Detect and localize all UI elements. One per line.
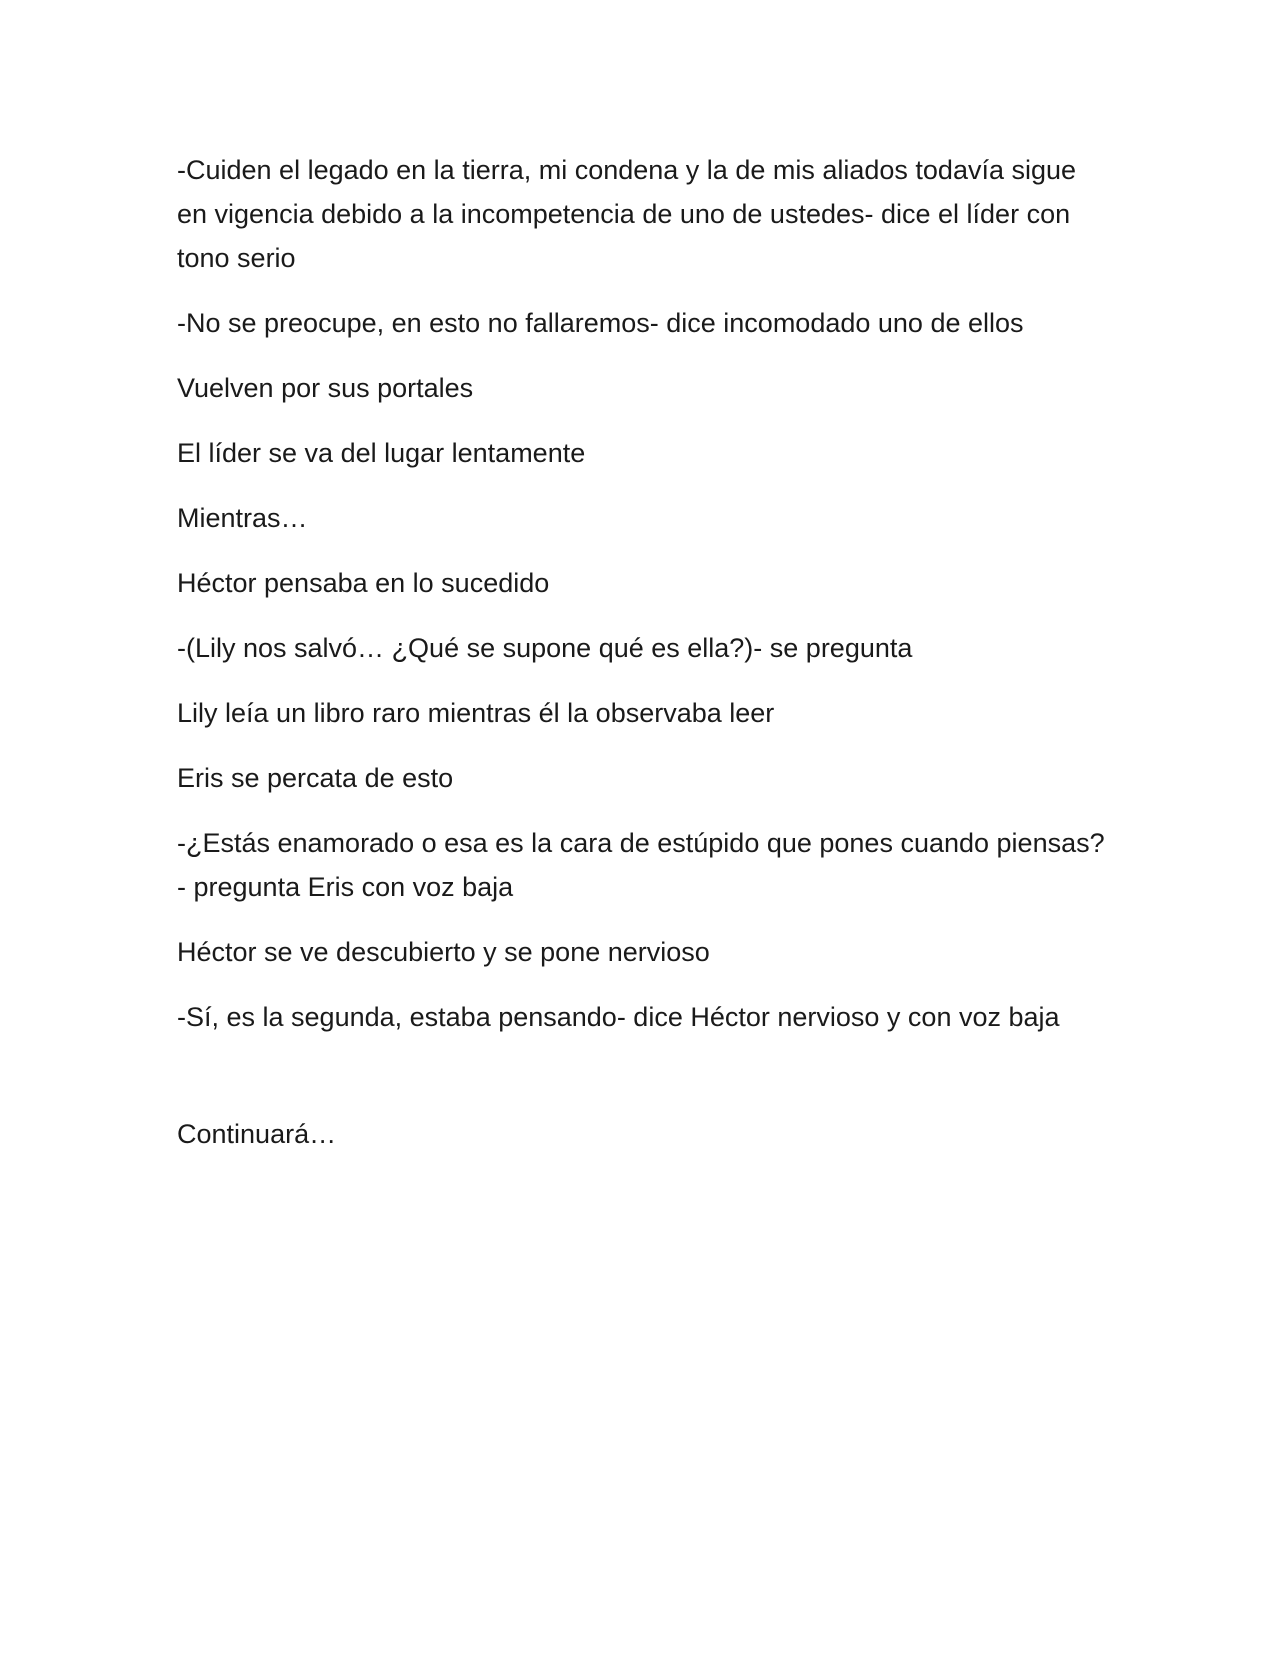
paragraph-10: -¿Estás enamorado o esa es la cara de estúpido que pones cuando piensas?- pregunta Eris con voz baja bbox=[177, 828, 1105, 902]
blank-line bbox=[177, 1060, 1107, 1112]
paragraph-6: Héctor pensaba en lo sucedido bbox=[177, 568, 550, 598]
paragraph-1: -Cuiden el legado en la tierra, mi condena y la de mis aliados todavía sigue en vigencia debido a la incompetencia de uno de ustedes- dice el líder con tono serio bbox=[177, 155, 1077, 273]
paragraph-9: Eris se percata de esto bbox=[177, 763, 454, 793]
paragraph-11: Héctor se ve descubierto y se pone nervioso bbox=[177, 937, 710, 967]
paragraph-7: -(Lily nos salvó… ¿Qué se supone qué es ella?)- se pregunta bbox=[177, 633, 913, 663]
paragraph-4: El líder se va del lugar lentamente bbox=[177, 438, 586, 468]
paragraph-5: Mientras… bbox=[177, 503, 308, 533]
paragraph-3: Vuelven por sus portales bbox=[177, 373, 474, 403]
closing-line: Continuará… bbox=[177, 1119, 337, 1149]
paragraph-8: Lily leía un libro raro mientras él la observaba leer bbox=[177, 698, 775, 728]
paragraph-2: -No se preocupe, en esto no fallaremos- dice incomodado uno de ellos bbox=[177, 308, 1024, 338]
document-body bbox=[177, 148, 1107, 1177]
paragraph-12: -Sí, es la segunda, estaba pensando- dice Héctor nervioso y con voz baja bbox=[177, 1002, 1060, 1032]
